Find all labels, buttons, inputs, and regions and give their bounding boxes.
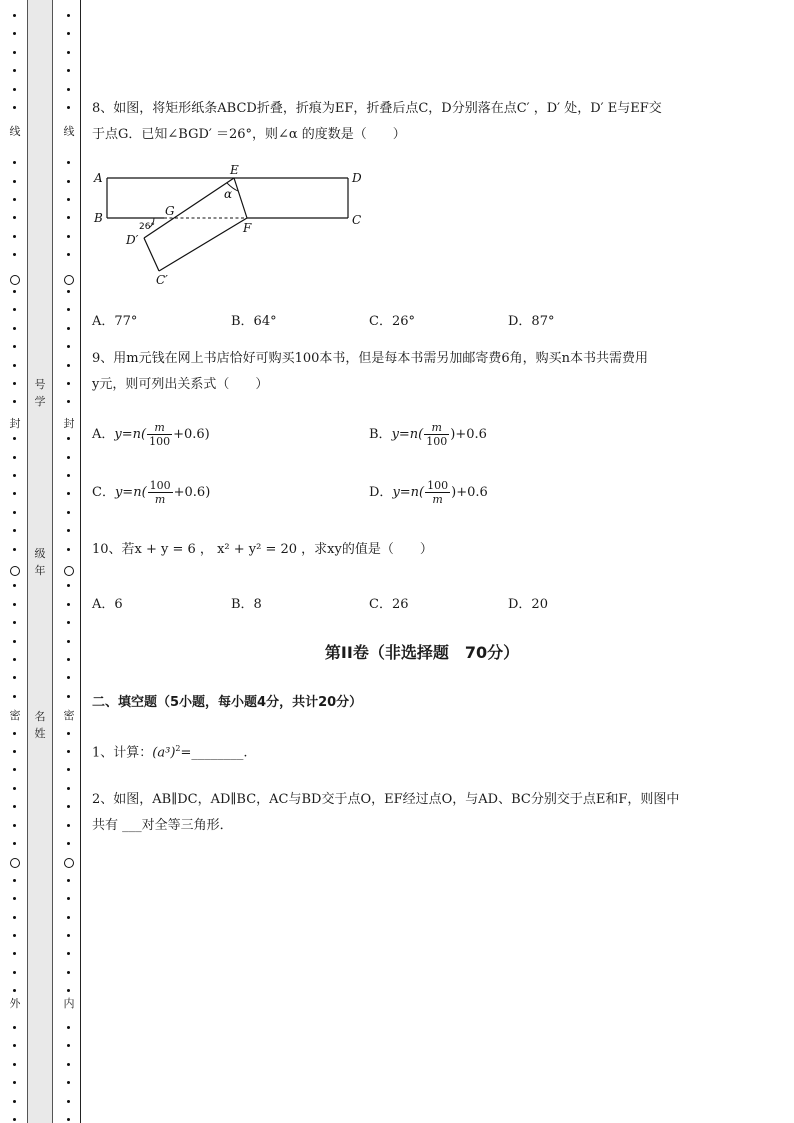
inner-seal-label: 线 bbox=[61, 125, 77, 139]
binding-dot bbox=[13, 879, 16, 882]
label-F: F bbox=[243, 221, 252, 235]
binding-dot bbox=[67, 1081, 70, 1084]
label-alpha: α bbox=[224, 187, 233, 201]
binding-dot bbox=[67, 253, 70, 256]
binding-circle bbox=[10, 858, 20, 868]
question-8-diagram bbox=[92, 160, 382, 290]
binding-dot bbox=[13, 1026, 16, 1029]
binding-dot bbox=[67, 180, 70, 183]
binding-dot bbox=[13, 88, 16, 91]
outer-seal-label: 外 bbox=[7, 997, 23, 1011]
q9-d-pre: y=n( bbox=[392, 485, 425, 500]
binding-dot bbox=[67, 382, 70, 385]
q9-a-letter: A． bbox=[92, 427, 115, 442]
binding-dot bbox=[67, 676, 70, 679]
binding-dot bbox=[67, 161, 70, 164]
q9-b-letter: B． bbox=[369, 427, 392, 442]
binding-dot bbox=[67, 1026, 70, 1029]
label-E: E bbox=[230, 163, 239, 177]
section-2-title: 第II卷（非选择题 70分） bbox=[324, 643, 520, 662]
binding-dot bbox=[67, 235, 70, 238]
fill-q1-expression: (a³) bbox=[152, 745, 176, 761]
q9-d-post: )+0.6 bbox=[451, 485, 488, 500]
fill-question-2-line2: 共有 ___对全等三角形． bbox=[92, 818, 233, 833]
binding-dot bbox=[67, 437, 70, 440]
q9-d-den: m bbox=[432, 493, 443, 506]
binding-dot bbox=[13, 621, 16, 624]
q9-d-fraction bbox=[425, 479, 450, 506]
fill-question-2-line1: 2、如图，AB∥DC，AD∥BC，AC与BD交于点O，EF经过点O，与AD、BC分别交于点E和F，则图中 bbox=[92, 792, 680, 807]
binding-dot bbox=[67, 695, 70, 698]
binding-dot bbox=[13, 658, 16, 661]
field-label-number: 号学 bbox=[34, 378, 46, 408]
binding-dot bbox=[13, 511, 16, 514]
binding-dot bbox=[13, 1063, 16, 1066]
binding-dot bbox=[13, 750, 16, 753]
q9-c-post: +0.6) bbox=[173, 485, 211, 500]
binding-dot bbox=[13, 695, 16, 698]
binding-dot bbox=[13, 971, 16, 974]
binding-dot bbox=[13, 308, 16, 311]
q9-d-num: 100 bbox=[427, 479, 449, 492]
binding-dot bbox=[67, 971, 70, 974]
q9-c-letter: C． bbox=[92, 485, 115, 500]
binding-dot bbox=[13, 198, 16, 201]
label-26-degrees: 26° bbox=[139, 222, 155, 232]
label-A: A bbox=[94, 171, 103, 185]
binding-dot bbox=[13, 934, 16, 937]
binding-dot bbox=[13, 345, 16, 348]
binding-dot bbox=[67, 548, 70, 551]
binding-dot bbox=[13, 989, 16, 992]
binding-circle bbox=[64, 858, 74, 868]
binding-dot bbox=[67, 345, 70, 348]
binding-dot bbox=[67, 198, 70, 201]
outer-dotted-column bbox=[10, 0, 20, 1123]
fill-q1-prefix: 1、计算： bbox=[92, 745, 153, 761]
binding-dot bbox=[67, 879, 70, 882]
binding-dot bbox=[67, 1044, 70, 1047]
binding-dot bbox=[13, 51, 16, 54]
q8-option-a[interactable]: A．77° bbox=[92, 314, 138, 329]
binding-dot bbox=[67, 787, 70, 790]
q9-option-c[interactable] bbox=[92, 479, 210, 506]
binding-circle bbox=[64, 566, 74, 576]
binding-dot bbox=[67, 474, 70, 477]
binding-dot bbox=[67, 32, 70, 35]
question-8-line1: 8、如图，将矩形纸条ABCD折叠，折痕为EF，折叠后点C，D分别落在点C′ ，D′ 处，D′ E与EF交 bbox=[92, 101, 662, 116]
binding-dot bbox=[67, 952, 70, 955]
binding-dot bbox=[13, 474, 16, 477]
binding-dot bbox=[13, 1118, 16, 1121]
binding-dot bbox=[67, 824, 70, 827]
binding-dot bbox=[67, 732, 70, 735]
q9-b-pre: y=n( bbox=[391, 427, 424, 442]
binding-dot bbox=[67, 658, 70, 661]
inner-seal-label: 封 bbox=[61, 417, 77, 431]
binding-dot bbox=[13, 14, 16, 17]
q9-b-post: )+0.6 bbox=[450, 427, 487, 442]
q10-option-d[interactable]: D．20 bbox=[508, 597, 548, 612]
question-9-line2: y元，则可列出关系式（ ） bbox=[92, 377, 269, 392]
q8-option-c[interactable]: C．26° bbox=[369, 314, 415, 329]
q10-option-a[interactable]: A．6 bbox=[92, 597, 123, 612]
binding-dot bbox=[13, 253, 16, 256]
binding-dot bbox=[13, 69, 16, 72]
label-D-prime: D′ bbox=[126, 233, 139, 247]
q9-a-den: 100 bbox=[149, 435, 171, 448]
q10-option-c[interactable]: C．26 bbox=[369, 597, 409, 612]
inner-dotted-column bbox=[64, 0, 74, 1123]
binding-dot bbox=[67, 69, 70, 72]
binding-dot bbox=[13, 1081, 16, 1084]
binding-dot bbox=[13, 216, 16, 219]
binding-dot bbox=[13, 1100, 16, 1103]
binding-dot bbox=[67, 511, 70, 514]
binding-dot bbox=[67, 308, 70, 311]
binding-dot bbox=[13, 640, 16, 643]
field-label-grade: 级年 bbox=[34, 547, 46, 577]
binding-dot bbox=[13, 437, 16, 440]
q9-a-num: m bbox=[147, 421, 172, 435]
q10-option-b[interactable]: B．8 bbox=[231, 597, 262, 612]
binding-dot bbox=[13, 897, 16, 900]
binding-dot bbox=[67, 400, 70, 403]
q8-option-d[interactable]: D．87° bbox=[508, 314, 555, 329]
outer-seal-label: 密 bbox=[7, 709, 23, 723]
binding-dot bbox=[13, 400, 16, 403]
binding-dot bbox=[13, 732, 16, 735]
q8-option-b[interactable]: B．64° bbox=[231, 314, 277, 329]
binding-circle bbox=[10, 275, 20, 285]
question-9-line1: 9、用m元钱在网上书店恰好可购买100本书，但是每本书需另加邮寄费6角，购买n本书共需费用 bbox=[92, 351, 649, 366]
binding-dot bbox=[13, 842, 16, 845]
binding-dot bbox=[13, 382, 16, 385]
binding-dot bbox=[13, 106, 16, 109]
outer-seal-label: 线 bbox=[7, 125, 23, 139]
binding-dot bbox=[13, 805, 16, 808]
binding-dot bbox=[67, 768, 70, 771]
binding-dot bbox=[67, 1118, 70, 1121]
binding-dot bbox=[13, 235, 16, 238]
binding-dot bbox=[13, 364, 16, 367]
binding-dot bbox=[67, 327, 70, 330]
binding-dot bbox=[67, 456, 70, 459]
q9-c-den: m bbox=[154, 493, 166, 506]
binding-dot bbox=[67, 640, 70, 643]
binding-dot bbox=[13, 952, 16, 955]
binding-dot bbox=[67, 621, 70, 624]
binding-dot bbox=[13, 290, 16, 293]
binding-dot bbox=[13, 456, 16, 459]
binding-dot bbox=[13, 584, 16, 587]
q9-a-pre: y=n( bbox=[114, 427, 147, 442]
margin-border-line bbox=[80, 0, 81, 1123]
binding-dot bbox=[13, 1044, 16, 1047]
binding-dot bbox=[67, 916, 70, 919]
binding-dot bbox=[67, 750, 70, 753]
binding-dot bbox=[13, 787, 16, 790]
binding-margin bbox=[0, 0, 82, 1123]
q9-b-den: 100 bbox=[426, 435, 448, 448]
binding-dot bbox=[67, 584, 70, 587]
binding-dot bbox=[67, 106, 70, 109]
q9-d-letter: D． bbox=[369, 485, 393, 500]
binding-circle bbox=[64, 275, 74, 285]
binding-dot bbox=[13, 548, 16, 551]
binding-dot bbox=[67, 216, 70, 219]
q9-c-pre: y=n( bbox=[114, 485, 147, 500]
binding-dot bbox=[67, 1063, 70, 1066]
binding-dot bbox=[13, 768, 16, 771]
binding-dot bbox=[13, 161, 16, 164]
binding-dot bbox=[67, 897, 70, 900]
q9-option-d[interactable] bbox=[369, 479, 488, 506]
binding-dot bbox=[67, 51, 70, 54]
outer-seal-label: 封 bbox=[7, 417, 23, 431]
binding-dot bbox=[67, 989, 70, 992]
label-B: B bbox=[94, 211, 103, 225]
binding-dot bbox=[67, 805, 70, 808]
q9-c-num: 100 bbox=[149, 479, 171, 492]
q9-b-fraction bbox=[424, 421, 449, 448]
binding-circle bbox=[10, 566, 20, 576]
fill-q1-exponent: 2 bbox=[175, 744, 181, 753]
fill-q1-blank[interactable]: =________. bbox=[180, 745, 248, 761]
q9-option-b[interactable] bbox=[369, 421, 487, 448]
binding-dot bbox=[67, 14, 70, 17]
binding-dot bbox=[13, 32, 16, 35]
binding-dot bbox=[13, 676, 16, 679]
binding-dot bbox=[67, 529, 70, 532]
q9-a-fraction bbox=[147, 421, 172, 448]
binding-dot bbox=[13, 492, 16, 495]
binding-dot bbox=[67, 290, 70, 293]
fill-in-blank-title: 二、填空题（5小题，每小题4分，共计20分） bbox=[92, 695, 363, 710]
binding-dot bbox=[13, 603, 16, 606]
label-G: G bbox=[165, 204, 175, 218]
question-10: 10、若x + y = 6 ， x² + y² = 20 ，求xy的值是（ ） bbox=[92, 542, 433, 557]
inner-seal-label: 内 bbox=[61, 997, 77, 1011]
label-C: C bbox=[352, 213, 362, 227]
q9-c-fraction bbox=[148, 479, 173, 506]
field-label-name: 名姓 bbox=[34, 710, 46, 740]
q9-a-post: +0.6) bbox=[173, 427, 210, 442]
binding-dot bbox=[67, 603, 70, 606]
binding-dot bbox=[13, 327, 16, 330]
binding-dot bbox=[13, 529, 16, 532]
binding-dot bbox=[13, 916, 16, 919]
binding-dot bbox=[67, 88, 70, 91]
fill-question-1 bbox=[92, 736, 752, 766]
binding-dot bbox=[67, 492, 70, 495]
binding-dot bbox=[13, 180, 16, 183]
inner-seal-label: 密 bbox=[61, 709, 77, 723]
question-8-line2: 于点G．已知∠BGD′ ＝26°，则∠α 的度数是（ ） bbox=[92, 127, 406, 142]
label-C-prime: C′ bbox=[156, 273, 168, 287]
binding-dot bbox=[67, 842, 70, 845]
label-D: D bbox=[352, 171, 362, 185]
binding-dot bbox=[67, 1100, 70, 1103]
q9-option-a[interactable] bbox=[92, 421, 210, 448]
binding-dot bbox=[67, 364, 70, 367]
binding-dot bbox=[13, 824, 16, 827]
q9-b-num: m bbox=[424, 421, 449, 435]
binding-dot bbox=[67, 934, 70, 937]
